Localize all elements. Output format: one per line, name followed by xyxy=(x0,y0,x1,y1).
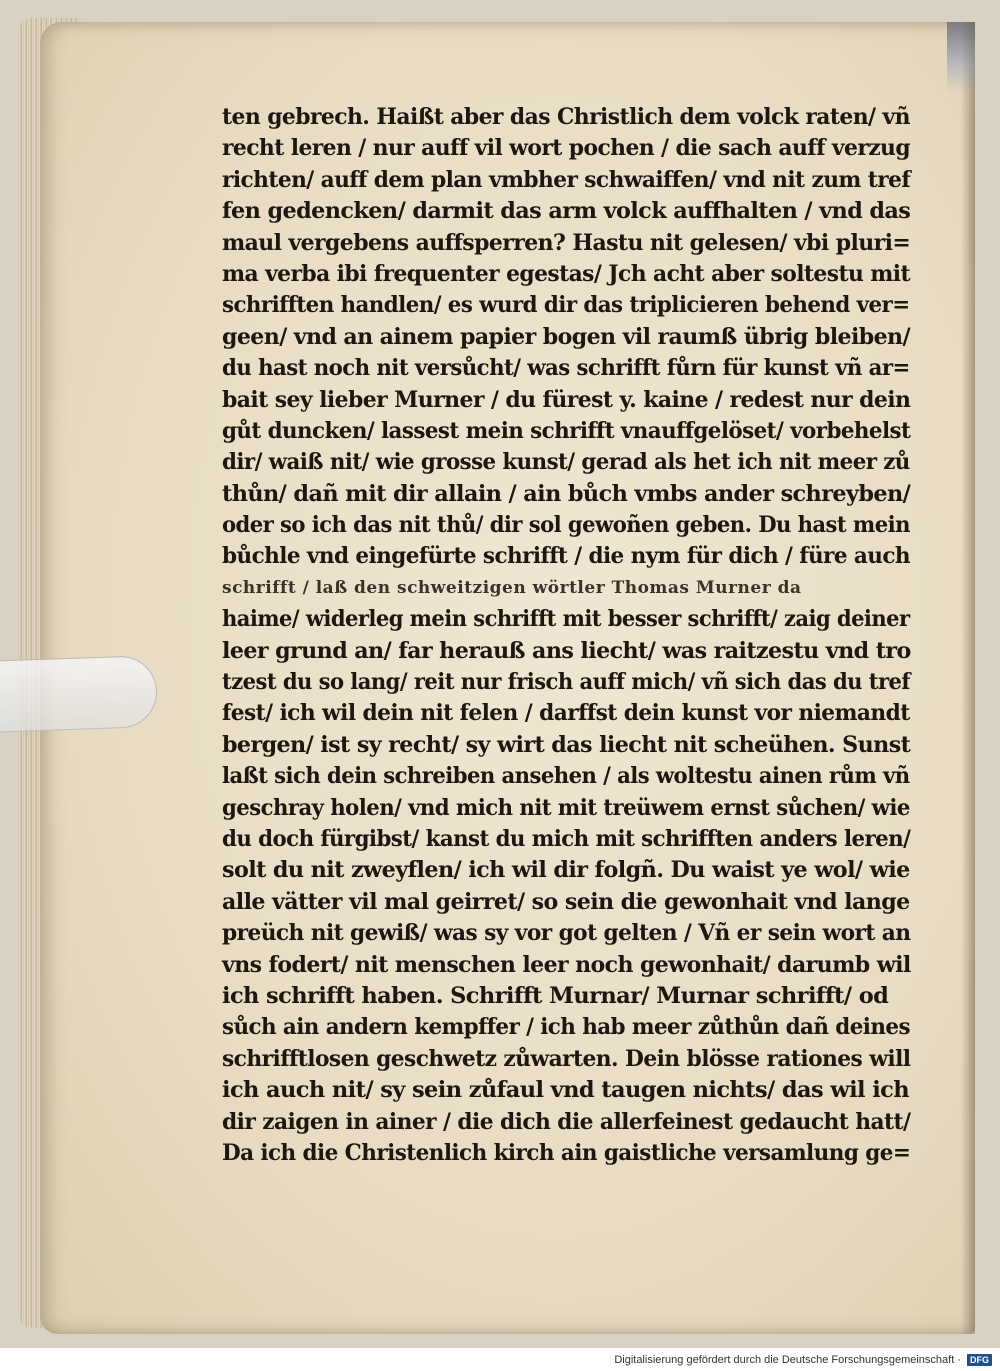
text-line: geschray holen/ vnd mich nit mit treüwem ernst sůchen/ wie xyxy=(222,794,910,821)
binding-shadow xyxy=(947,22,975,92)
text-line: solt du nit zweyflen/ ich wil dir folgñ. Du waist ye wol/ wie xyxy=(222,857,910,884)
text-line: schrifften handlen/ es wurd dir das triplicieren behend ver= xyxy=(222,292,910,319)
text-line: dir/ waiß nit/ wie grosse kunst/ gerad als het ich nit meer zů xyxy=(222,449,910,476)
text-line: bůchle vnd eingefürte schrifft / die nym für dich / füre auch xyxy=(222,543,911,570)
text-line: ma verba ibi frequenter egestas/ Jch acht aber soltestu mit xyxy=(222,260,910,287)
text-line: du hast noch nit versůcht/ was schrifft fůrn für kunst vñ ar= xyxy=(222,355,910,382)
text-line: tzest du so lang/ reit nur frisch auff mich/ vñ sich das du tref xyxy=(222,669,910,696)
text-line: preüch nit gewiß/ was sy vor got gelten / Vñ er sein wort an xyxy=(222,920,911,947)
text-block xyxy=(222,102,910,1169)
text-line: Da ich die Christenlich kirch ain gaistliche versamlung ge= xyxy=(222,1139,911,1166)
text-line: dir zaigen in ainer / die dich die allerfeinest gedaucht hatt/ xyxy=(222,1108,911,1135)
text-line: ten gebrech. Haißt aber das Christlich dem volck raten/ vñ xyxy=(222,104,910,130)
text-line: maul vergebens auffsperren? Hastu nit gelesen/ vbi pluri= xyxy=(222,229,911,256)
text-line: ich auch nit/ sy sein zůfaul vnd taugen nichts/ das wil ich xyxy=(222,1077,910,1104)
text-line: laßt sich dein schreiben ansehen / als woltestu ainen rům vñ xyxy=(222,763,910,790)
text-line: haime/ widerleg mein schrifft mit besser schrifft/ zaig deiner xyxy=(222,606,910,633)
text-line: gůt duncken/ lassest mein schrifft vnauffgelöset/ vorbehelst xyxy=(222,417,911,444)
text-line: schrifft / laß den schweitzigen wörtler Thomas Murner da xyxy=(222,577,802,598)
footer-credit: Digitalisierung gefördert durch die Deutsche Forschungsgemeinschaft · xyxy=(614,1354,961,1366)
text-line: bait sey lieber Murner / du fürest y. kaine / redest nur dein xyxy=(222,386,911,413)
text-line: thůn/ dañ mit dir allain / ain bůch vmbs ander schreyben/ xyxy=(222,480,911,507)
text-line: fest/ ich wil dein nit felen / darffst dein kunst vor niemandt xyxy=(222,700,910,727)
text-line: fen gedencken/ darmit das arm volck auffhalten / vnd das xyxy=(222,198,911,225)
footer xyxy=(614,1352,992,1368)
text-line: ich schrifft haben. Schrifft Murnar/ Murnar schrifft/ od xyxy=(222,982,889,1009)
text-line: schrifftlosen geschwetz zůwarten. Dein blösse rationes will xyxy=(222,1045,911,1072)
text-line: oder so ich das nit thů/ dir sol gewoñen geben. Du hast mein xyxy=(222,512,910,539)
dfg-logo-icon: DFG xyxy=(967,1354,992,1366)
text-line: bergen/ ist sy recht/ sy wirt das liecht nit scheühen. Sunst xyxy=(222,731,911,758)
text-line: richten/ auff dem plan vmbher schwaiffen/ vnd nit zum tref xyxy=(222,166,911,193)
text-line: geen/ vnd an ainem papier bogen vil raumß übrig bleiben/ xyxy=(222,323,910,350)
text-line: du doch fürgibst/ kanst du mich mit schrifften anders leren/ xyxy=(222,825,911,852)
page-clip xyxy=(0,655,158,733)
text-line: sůch ain andern kempffer / ich hab meer zůthůn dañ deines xyxy=(222,1014,910,1041)
text-line: alle vätter vil mal geirret/ so sein die gewonhait vnd lange xyxy=(222,888,910,915)
text-line: vns fodert/ nit menschen leer noch gewonhait/ darumb wil xyxy=(222,951,911,978)
text-line: recht leren / nur auff vil wort pochen / die sach auff verzug xyxy=(222,135,911,162)
text-line: leer grund an/ far herauß ans liecht/ was raitzestu vnd tro xyxy=(222,637,911,664)
